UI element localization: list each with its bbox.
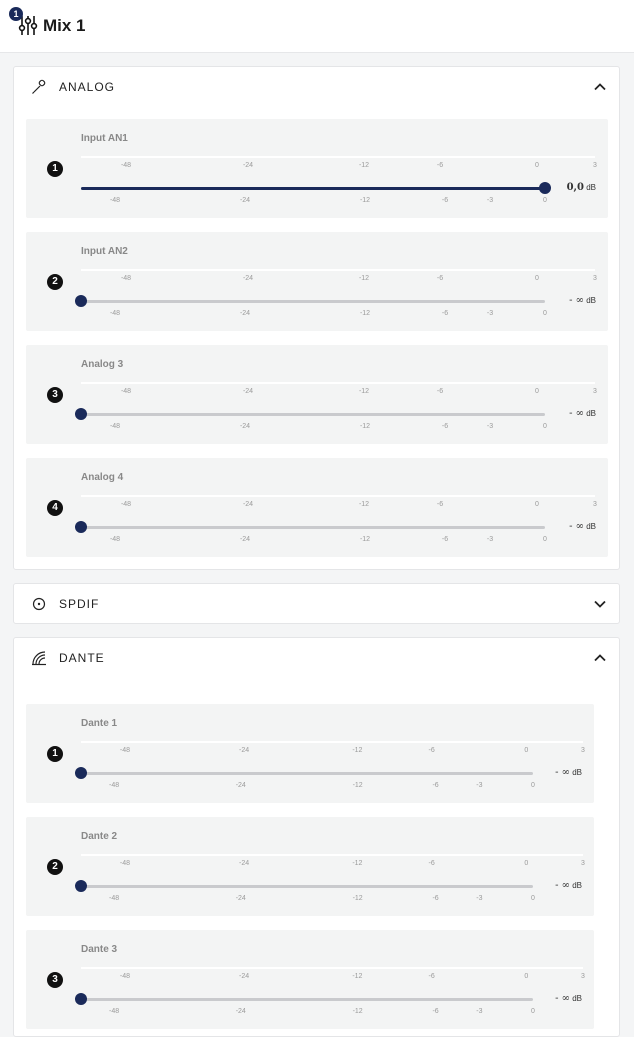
fader-tick-label: 0 [543, 536, 547, 543]
fader-tick-label: -6 [441, 310, 449, 317]
gain-value: - ∞ [555, 993, 570, 1004]
meter-tick-label: 0 [535, 388, 539, 395]
channel-number-badge: 4 [47, 500, 63, 516]
channel-number-badge: 3 [47, 972, 63, 988]
meter-tick-label: -48 [120, 388, 132, 395]
meter-tick-label: -12 [358, 162, 370, 169]
fader-tick-label: -6 [441, 536, 449, 543]
section-analog [13, 66, 620, 570]
section-analog-header[interactable] [14, 67, 619, 107]
fader-tick-label: -6 [432, 1008, 439, 1015]
meter-tick-label: -24 [242, 275, 254, 282]
meter-tick-label: -48 [119, 973, 130, 980]
meter-tick-label: -48 [120, 162, 132, 169]
channel-strip [26, 817, 594, 916]
page-title: Mix 1 [43, 16, 86, 35]
meter-tick-label: 3 [581, 973, 585, 980]
channel-number-badge: 2 [47, 274, 63, 290]
fader-tick-label: -6 [441, 423, 449, 430]
channel-strip [26, 232, 608, 331]
channel-strip [26, 704, 594, 803]
coaxial-icon [31, 596, 47, 612]
channel-name: Dante 2 [81, 831, 118, 842]
section-spdif-label: SPDIF [59, 597, 100, 611]
meter-tick-label: 3 [593, 275, 597, 282]
gain-unit: dB [586, 296, 596, 305]
gain-unit: dB [586, 183, 596, 192]
meter-tick-label: -12 [358, 388, 370, 395]
fader-tick-label: -12 [359, 423, 371, 430]
gain-value: - ∞ [555, 767, 570, 778]
meter-tick-label: 0 [524, 747, 529, 754]
gain-slider-handle[interactable] [75, 295, 87, 307]
channel-number-badge: 3 [47, 387, 63, 403]
fader-tick-label: -12 [352, 782, 363, 789]
fader-tick-label: 0 [543, 310, 547, 317]
fader-tick-label: -6 [441, 197, 449, 204]
fader-tick-label: -48 [109, 197, 121, 204]
channel-name: Dante 1 [81, 718, 118, 729]
fader-tick-label: -48 [109, 310, 121, 317]
fader-tick-label: -3 [486, 310, 494, 317]
gain-slider-handle[interactable] [75, 993, 87, 1005]
meter-tick-label: -12 [352, 973, 363, 980]
meter-tick-label: -24 [239, 747, 250, 754]
gain-value-readout [555, 767, 582, 778]
fader-tick-label: -12 [359, 310, 371, 317]
fader-tick-label: -3 [476, 782, 483, 789]
gain-slider[interactable] [81, 885, 533, 888]
meter-scale-line [81, 967, 583, 969]
gain-value: - ∞ [569, 408, 584, 419]
fader-tick-label: -48 [109, 1008, 120, 1015]
fader-tick-label: -3 [486, 423, 494, 430]
meter-tick-label: 3 [581, 747, 585, 754]
fader-tick-label: -48 [109, 782, 120, 789]
fader-tick-label: -12 [359, 197, 371, 204]
channel-name: Dante 3 [81, 944, 118, 955]
gain-slider[interactable] [81, 187, 545, 190]
meter-tick-label: -48 [120, 275, 132, 282]
gain-unit: dB [572, 881, 582, 890]
gain-value-readout [567, 182, 596, 193]
gain-value-readout [569, 521, 596, 532]
fader-tick-label: 0 [543, 197, 547, 204]
chevron-up-icon[interactable] [593, 80, 607, 94]
fader-tick-label: -48 [109, 895, 120, 902]
meter-tick-label: 3 [581, 860, 585, 867]
gain-slider-handle[interactable] [75, 408, 87, 420]
channel-strip [26, 345, 608, 444]
gain-value-readout [555, 993, 582, 1004]
fader-tick-label: -3 [486, 536, 494, 543]
meter-tick-label: -12 [358, 501, 370, 508]
channel-name: Input AN2 [81, 246, 128, 257]
fader-tick-label: -24 [239, 310, 251, 317]
gain-slider-handle[interactable] [75, 880, 87, 892]
gain-value: - ∞ [569, 521, 584, 532]
gain-value: 0,0 [566, 182, 584, 193]
meter-tick-label: -12 [352, 860, 363, 867]
gain-slider-handle[interactable] [539, 182, 551, 194]
dante-icon [31, 650, 47, 666]
mix-number-badge: 1 [9, 7, 23, 21]
gain-unit: dB [586, 409, 596, 418]
channel-strip [26, 930, 594, 1029]
fader-tick-label: -24 [239, 423, 251, 430]
gain-slider[interactable] [81, 772, 533, 775]
meter-scale-line [81, 741, 583, 743]
fader-tick-label: 0 [531, 782, 535, 789]
gain-unit: dB [586, 522, 596, 531]
section-dante-label: DANTE [59, 651, 105, 665]
page-header [0, 0, 634, 53]
gain-value-readout [569, 408, 596, 419]
fader-tick-label: -24 [239, 536, 251, 543]
channel-strip [26, 119, 608, 218]
gain-slider[interactable] [81, 526, 545, 529]
meter-scale-line [81, 854, 583, 856]
gain-unit: dB [572, 768, 582, 777]
meter-tick-label: -24 [242, 501, 254, 508]
meter-tick-label: -48 [120, 501, 132, 508]
meter-tick-label: -24 [242, 388, 254, 395]
fader-tick-label: -24 [235, 895, 246, 902]
channel-name: Analog 4 [81, 472, 124, 483]
meter-tick-label: 0 [524, 973, 529, 980]
meter-tick-label: -12 [358, 275, 370, 282]
fader-tick-label: -24 [235, 1008, 246, 1015]
meter-scale-line [81, 269, 595, 271]
channel-number-badge: 1 [47, 161, 63, 177]
meter-tick-label: 0 [535, 275, 539, 282]
fader-tick-label: -48 [109, 536, 121, 543]
section-analog-label: ANALOG [59, 80, 116, 94]
gain-value-readout [555, 880, 582, 891]
meter-tick-label: -24 [239, 860, 250, 867]
fader-tick-label: -3 [476, 895, 483, 902]
gain-slider-handle[interactable] [75, 767, 87, 779]
channel-strip [26, 458, 608, 557]
fader-tick-label: -6 [432, 895, 439, 902]
channel-number-badge: 2 [47, 859, 63, 875]
meter-tick-label: 3 [593, 501, 597, 508]
meter-tick-label: -6 [436, 388, 444, 395]
meter-tick-label: 3 [593, 388, 597, 395]
meter-tick-label: 0 [535, 162, 539, 169]
fader-tick-label: -24 [239, 197, 251, 204]
meter-tick-label: -6 [428, 973, 435, 980]
channel-name: Input AN1 [81, 133, 128, 144]
fader-tick-label: -24 [235, 782, 246, 789]
meter-tick-label: -6 [428, 860, 435, 867]
meter-tick-label: -48 [119, 747, 130, 754]
fader-tick-label: -48 [109, 423, 121, 430]
gain-slider-handle[interactable] [75, 521, 87, 533]
chevron-down-icon[interactable] [593, 597, 607, 611]
meter-tick-label: -12 [352, 747, 363, 754]
fader-tick-label: -3 [486, 197, 494, 204]
gain-slider[interactable] [81, 300, 545, 303]
section-spdif [13, 583, 620, 624]
fader-tick-label: 0 [531, 1008, 535, 1015]
gain-slider-fill [81, 187, 545, 190]
gain-value: - ∞ [555, 880, 570, 891]
meter-scale-line [81, 495, 595, 497]
microphone-icon [31, 79, 47, 95]
meter-tick-label: -6 [436, 501, 444, 508]
meter-tick-label: 0 [524, 860, 529, 867]
fader-tick-label: -3 [476, 1008, 483, 1015]
meter-tick-label: -24 [239, 973, 250, 980]
meter-scale-line [81, 156, 595, 158]
meter-tick-label: 3 [593, 162, 597, 169]
section-dante-header[interactable] [14, 638, 619, 678]
channel-number-badge: 1 [47, 746, 63, 762]
gain-value: - ∞ [569, 295, 584, 306]
meter-tick-label: 0 [535, 501, 539, 508]
section-spdif-header[interactable] [14, 584, 619, 624]
gain-value-readout [569, 295, 596, 306]
fader-tick-label: -6 [432, 782, 439, 789]
fader-tick-label: 0 [543, 423, 547, 430]
gain-unit: dB [572, 994, 582, 1003]
gain-slider[interactable] [81, 998, 533, 1001]
meter-tick-label: -6 [436, 162, 444, 169]
channel-name: Analog 3 [81, 359, 124, 370]
meter-tick-label: -24 [242, 162, 254, 169]
fader-tick-label: 0 [531, 895, 535, 902]
meter-scale-line [81, 382, 595, 384]
meter-tick-label: -6 [428, 747, 435, 754]
meter-tick-label: -6 [436, 275, 444, 282]
fader-tick-label: -12 [352, 895, 363, 902]
fader-tick-label: -12 [352, 1008, 363, 1015]
fader-tick-label: -12 [359, 536, 371, 543]
chevron-up-icon[interactable] [593, 651, 607, 665]
meter-tick-label: -48 [119, 860, 130, 867]
gain-slider[interactable] [81, 413, 545, 416]
section-dante [13, 637, 620, 1037]
